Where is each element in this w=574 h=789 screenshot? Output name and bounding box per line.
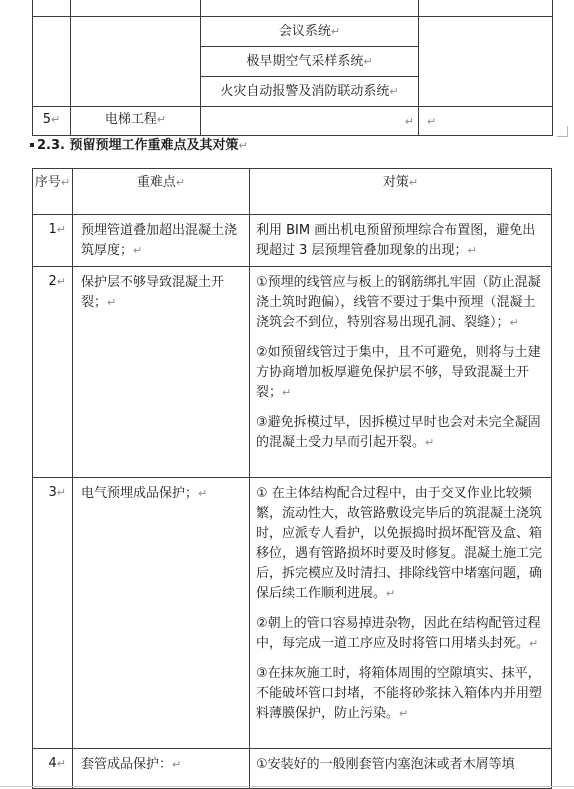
row-issue: 套管成品保护：↵	[73, 749, 250, 789]
row-measure: ①安装好的一般刚套管内塞泡沫或者木屑等填	[250, 749, 552, 789]
table-row	[33, 215, 552, 267]
margin-marker	[557, 126, 568, 137]
page-bottom-edge	[0, 786, 574, 787]
section-heading: 2.3. 预留预埋工作重难点及其对策↵	[30, 137, 248, 155]
row-measure: ①预埋的线管应与板上的钢筋绑扎牢固（防止混凝浇土筑时跑偏），线管不要过于集中预埋（混凝土浇筑会不到位，特别容易出现孔洞、裂缝）；↵ ②如预留线管过于集中，且不可避免，则将与土建方协商增加板厚避免保护层不够，导致混凝土开裂；↵ ③避免拆模过早，因拆模过早时也会对未完全凝固的混凝土受力早而引起开裂。↵	[250, 267, 552, 478]
heading-bullet-icon	[30, 143, 34, 147]
table-row	[33, 267, 552, 478]
row-num: 2↵	[33, 267, 73, 478]
table-row	[33, 478, 552, 749]
row-num: 1↵	[33, 215, 73, 267]
row-num: 4↵	[33, 749, 73, 789]
system-fire-alarm: 火灾自动报警及消防联动系统↵	[201, 77, 419, 107]
row-measure: ① 在主体结构配合过程中，由于交叉作业比较频繁，流动性大，故管路敷设完毕后的筑混凝土浇筑时，应派专人看护，以免振捣时损坏配管及盒、箱移位，遇有管路损坏时要及时修复。混凝土施工完后，拆完模应及时清扫、排除线管中堵塞问题，确保后续工作顺利进展。↵ ②朝上的管口容易掉进杂物，因此在结构配管过程中，每完成一道工序应及时将管口用堵头封死。↵ ③在抹灰施工时，将箱体周围的空隙填实、抹平，不能破坏管口封堵，不能将砂浆抹入箱体内并用塑料薄膜保护，防止污染。↵	[250, 478, 552, 749]
header-measure: 对策↵	[250, 169, 552, 215]
table-row	[33, 749, 552, 789]
row-issue: 保护层不够导致混凝土开裂；↵	[73, 267, 250, 478]
row-measure: 利用 BIM 画出机电预留预埋综合布置图，避免出现超过 3 层预埋管叠加现象的出现；↵	[250, 215, 552, 267]
header-issue: 重难点↵	[73, 169, 250, 215]
header-num: 序号↵	[33, 169, 73, 215]
row-num: 3↵	[33, 478, 73, 749]
system-meeting: 会议系统↵	[201, 17, 419, 47]
prev-table: 会议系统↵ 极早期空气采样系统↵ 火灾自动报警及消防联动系统↵ 5↵ 电梯工程↵ ↵ ↵	[32, 0, 553, 136]
row-issue: 电气预埋成品保护；↵	[73, 478, 250, 749]
system-air-sampling: 极早期空气采样系统↵	[201, 47, 419, 77]
prev-row5-name: 电梯工程↵	[71, 107, 201, 136]
row-issue: 预埋管道叠加超出混凝土浇筑厚度；↵	[73, 215, 250, 267]
difficulty-table	[32, 168, 552, 789]
prev-row5-num: 5↵	[33, 107, 71, 136]
